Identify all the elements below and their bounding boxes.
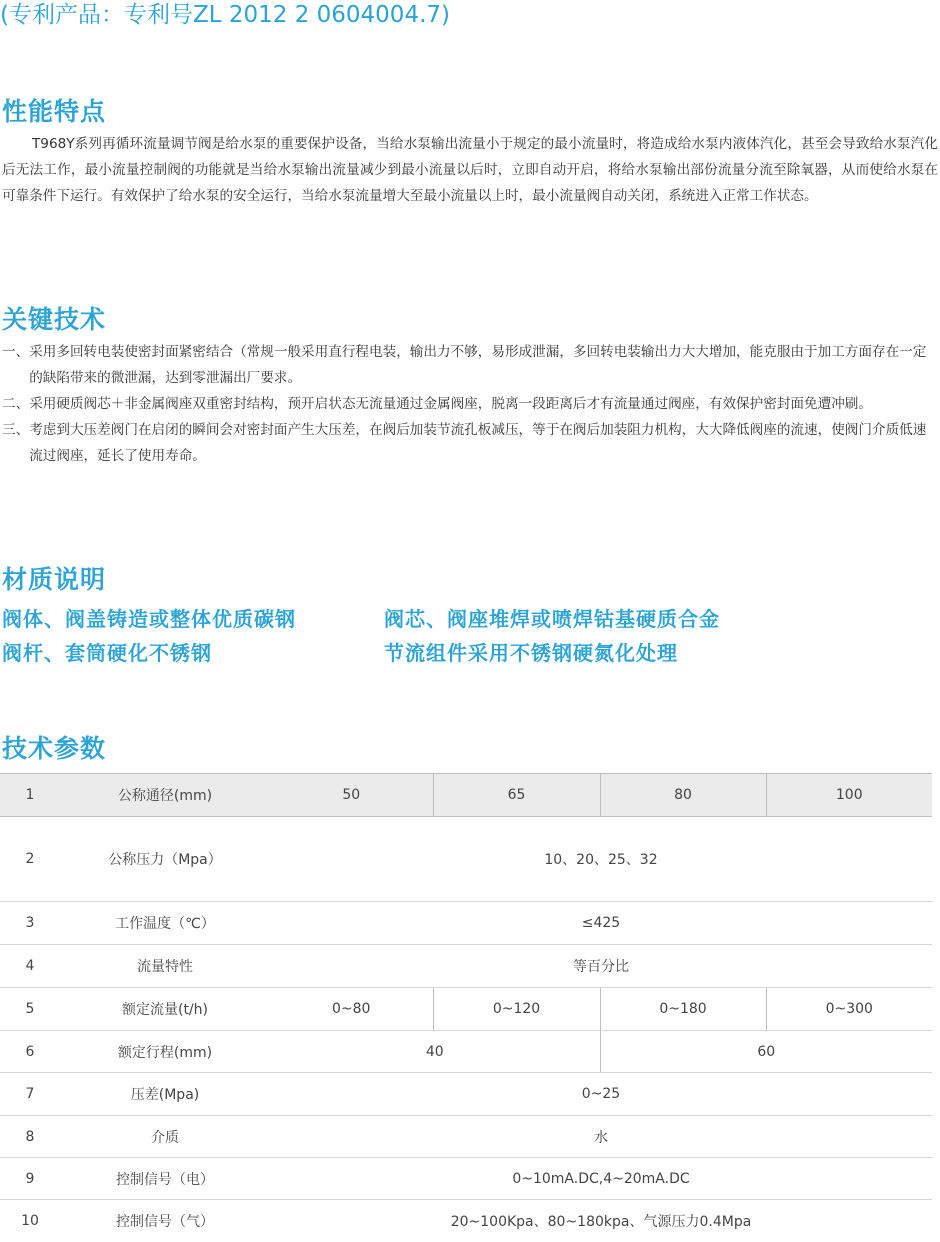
row-number: 1 (0, 774, 60, 817)
material-line: 阀杆、套筒硬化不锈钢 (2, 641, 212, 665)
param-value: 80 (600, 774, 766, 817)
table-row (0, 774, 932, 817)
param-name: 流量特性 (60, 945, 270, 988)
key-tech-item (2, 417, 938, 469)
table-row (0, 1116, 932, 1158)
performance-heading: 性能特点 (2, 97, 107, 126)
param-value: 100 (766, 774, 932, 817)
material-line: 阀体、阀盖铸造或整体优质碳钢 (2, 607, 296, 631)
item-text: 采用硬质阀芯＋非金属阀座双重密封结构，预开启状态无流量通过金属阀座，脱离一段距离后才有流量通过阀座，有效保护密封面免遭冲刷。 (29, 396, 872, 412)
param-value: 0~180 (600, 988, 766, 1031)
param-name: 公称通径(mm) (60, 774, 270, 817)
row-number: 8 (0, 1116, 60, 1158)
row-number: 4 (0, 945, 60, 988)
param-name: 额定流量(t/h) (60, 988, 270, 1031)
key-tech-heading: 关键技术 (2, 305, 107, 334)
param-value: ≤425 (270, 902, 932, 945)
param-name: 介质 (60, 1116, 270, 1158)
row-number: 5 (0, 988, 60, 1031)
item-number: 三、 (2, 422, 30, 438)
performance-body: T968Y系列再循环流量调节阀是给水泵的重要保护设备，当给水泵输出流量小于规定的最小流量时，将造成给水泵内液体汽化，甚至会导致给水泵汽化后无法工作，最小流量控制阀的功能就是当给水泵输出流量减少到最小流量以后时，立即自动开启，将给水泵输出部份流量分流至除氧器，从而使给水泵在可靠条件下运行。有效保护了给水泵的安全运行，当给水泵流量增大至最小流量以上时，最小流量阀自动关闭，系统进入正常工作状态。 (2, 136, 938, 204)
param-value: 65 (433, 774, 600, 817)
table-row (0, 1031, 932, 1073)
param-name: 公称压力（Mpa） (60, 817, 270, 902)
params-table (0, 773, 932, 1242)
row-number: 10 (21, 1212, 39, 1229)
performance-text (2, 131, 938, 209)
param-name: 压差(Mpa) (60, 1073, 270, 1116)
param-value: 0~300 (766, 988, 932, 1031)
material-heading: 材质说明 (2, 565, 107, 594)
item-text: 采用多回转电装使密封面紧密结合（常规一般采用直行程电装，输出力不够，易形成泄漏，多回转电装输出力大大增加，能克服由于加工方面存在一定的缺陷带来的微泄漏，达到零泄漏出厂要求。 (29, 344, 927, 386)
row-number: 3 (0, 902, 60, 945)
table-row (0, 817, 932, 902)
param-value: 40 (270, 1031, 600, 1073)
table-row (0, 1200, 932, 1242)
item-number: 二、 (2, 396, 30, 412)
param-value: 10、20、25、32 (270, 817, 932, 902)
material-line: 节流组件采用不锈钢硬氮化处理 (384, 641, 678, 665)
param-value: 50 (270, 774, 433, 817)
param-name: 工作温度（℃） (60, 902, 270, 945)
row-number: 7 (0, 1073, 60, 1116)
params-heading: 技术参数 (2, 734, 107, 763)
key-tech-item (2, 391, 938, 417)
table-row (0, 1158, 932, 1200)
param-value: 等百分比 (270, 945, 932, 988)
row-number: 9 (0, 1158, 60, 1200)
row-number: 6 (0, 1031, 60, 1073)
param-value: 0~25 (270, 1073, 932, 1116)
param-value: 20~100Kpa、80~180kpa、气源压力0.4Mpa (450, 1213, 752, 1230)
key-tech-item (2, 339, 938, 391)
param-name: 控制信号（电） (60, 1158, 270, 1200)
param-value: 0~10mA.DC,4~20mA.DC (270, 1158, 932, 1200)
key-tech-list (2, 339, 938, 469)
item-number: 一、 (2, 344, 30, 360)
row-number: 2 (0, 817, 60, 902)
table-row (0, 1073, 932, 1116)
material-line: 阀芯、阀座堆焊或喷焊钴基硬质合金 (384, 607, 720, 631)
param-value: 0~120 (433, 988, 600, 1031)
table-row (0, 902, 932, 945)
param-name: 额定行程(mm) (60, 1031, 270, 1073)
table-row (0, 988, 932, 1031)
patent-note: (专利产品：专利号ZL 2012 2 0604004.7) (0, 2, 450, 28)
item-text: 考虑到大压差阀门在启闭的瞬间会对密封面产生大压差，在阀后加装节流孔板减压，等于在阀后加装阻力机构，大大降低阀座的流速，使阀门介质低速流过阀座，延长了使用寿命。 (29, 422, 927, 464)
param-value: 0~80 (270, 988, 433, 1031)
param-name: 控制信号（气） (116, 1213, 214, 1230)
param-value: 水 (270, 1116, 932, 1158)
table-row (0, 945, 932, 988)
param-value: 60 (600, 1031, 932, 1073)
